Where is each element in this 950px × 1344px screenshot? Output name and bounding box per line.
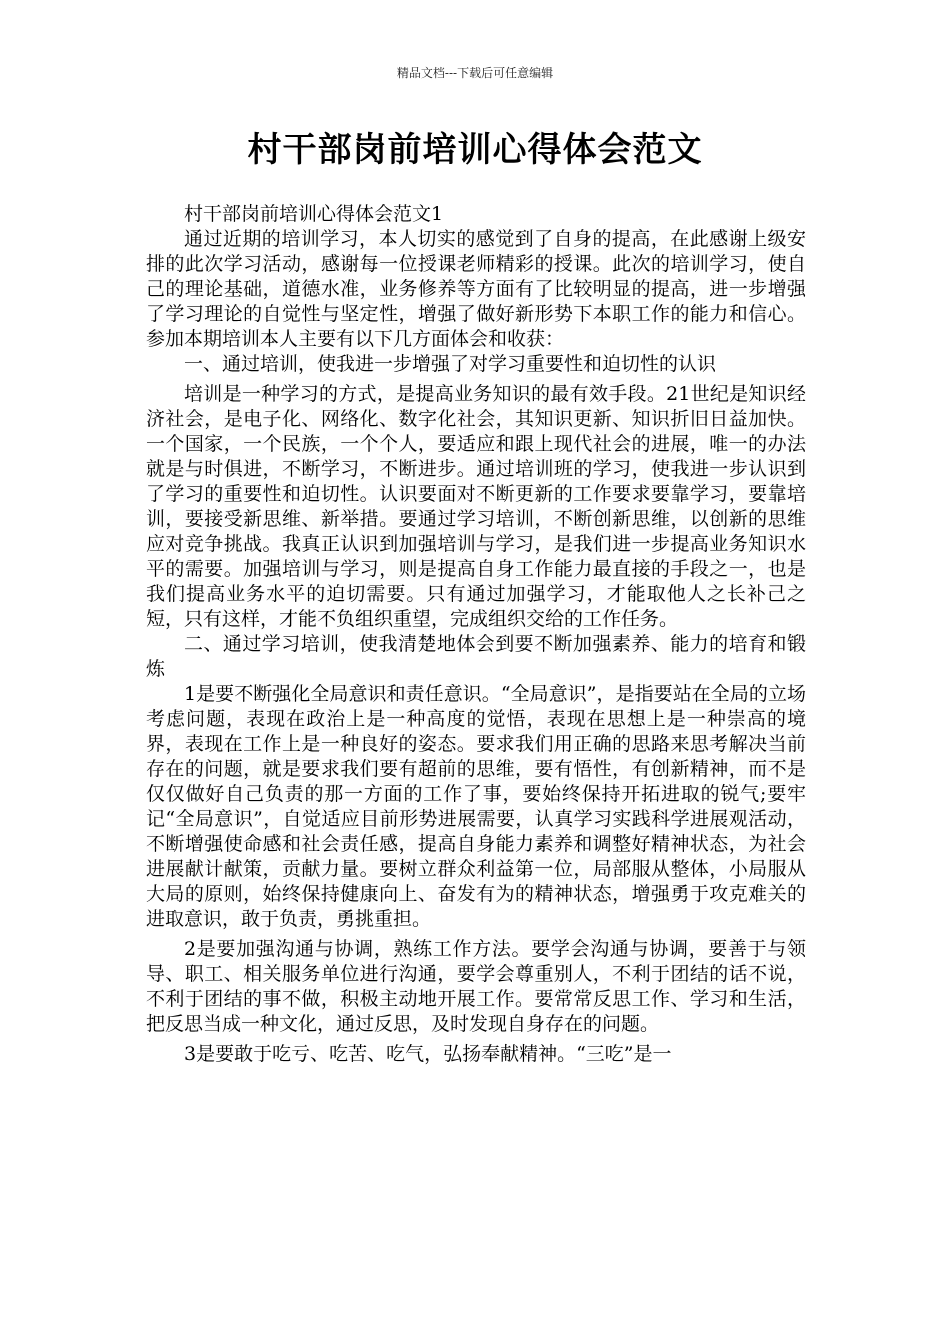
document-title: 村干部岗前培训心得体会范文 [247, 130, 703, 170]
paragraph: 培训是一种学习的方式，是提高业务知识的最有效手段。21世纪是知识经济社会，是电子化、网络化、数字化社会，其知识更新、知识折旧日益加快。一个国家，一个民族，一个个人，要适应和跟上现代社会的进展，唯一的办法就是与时俱进，不断学习，不断进步。通过培训班的学习，使我进一步认识到了学习的重要性和迫切性。认识要面对不断更新的工作要求要靠学习，要靠培训，要接受新思维、新举措。要通过学习培训，不断创新思维，以创新的思维应对竞争挑战。我真正认识到加强培训与学习，是我们进一步提高业务知识水平的需要。加强培训与学习，则是提高自身工作能力最直接的手段之一，也是我们提高业务水平的迫切需要。只有通过加强学习，才能取他人之长补己之短，只有这样，才能不负组织重望，完成组织交给的工作任务。 [146, 383, 806, 630]
paragraph: 2是要加强沟通与协调，熟练工作方法。要学会沟通与协调，要善于与领导、职工、相关服务单位进行沟通，要学会尊重别人，不利于团结的话不说，不利于团结的事不做，积极主动地开展工作。要常常反思工作、学习和生活，把反思当成一种文化，通过反思，及时发现自身存在的问题。 [146, 938, 806, 1035]
section-heading-2: 二、通过学习培训，使我清楚地体会到要不断加强素养、能力的培育和锻炼 [146, 633, 806, 680]
paragraph: 通过近期的培训学习，本人切实的感觉到了自身的提高，在此感谢上级安排的此次学习活动，感谢每一位授课老师精彩的授课。此次的培训学习，使自己的理论基础，道德水准，业务修养等方面有了比较明显的提高，进一步增强了学习理论的自觉性与坚定性，增强了做好新形势下本职工作的能力和信心。参加本期培训本人主要有以下几方面体会和收获： [146, 228, 806, 350]
paragraph: 1是要不断强化全局意识和责任意识。“全局意识”，是指要站在全局的立场考虑问题，表现在政治上是一种高度的觉悟，表现在思想上是一种崇高的境界，表现在工作上是一种良好的姿态。要求我们用正确的思路来思考解决当前存在的问题，就是要求我们要有超前的思维，要有悟性，有创新精神，而不是仅仅做好自己负责的那一方面的工作了事，要始终保持开拓进取的锐气;要牢记“全局意识”，自觉适应目前形势进展需要，认真学习实践科学进展观活动，不断增强使命感和社会责任感，提高自身能力素养和调整好精神状态，为社会进展献计献策，贡献力量。要树立群众利益第一位，局部服从整体，小局服从大局的原则，始终保持健康向上、奋发有为的精神状态，增强勇于攻克难关的进取意识，敢于负责，勇挑重担。 [146, 683, 806, 930]
document-body [146, 202, 806, 1067]
section-heading-1: 一、通过培训，使我进一步增强了对学习重要性和迫切性的认识 [184, 353, 717, 375]
header-note: 精品文档---下载后可任意编辑 [396, 66, 554, 80]
paragraph-subtitle: 村干部岗前培训心得体会范文1 [184, 203, 444, 225]
paragraph: 3是要敢于吃亏、吃苦、吃气，弘扬奉献精神。“三吃”是一 [184, 1043, 672, 1065]
